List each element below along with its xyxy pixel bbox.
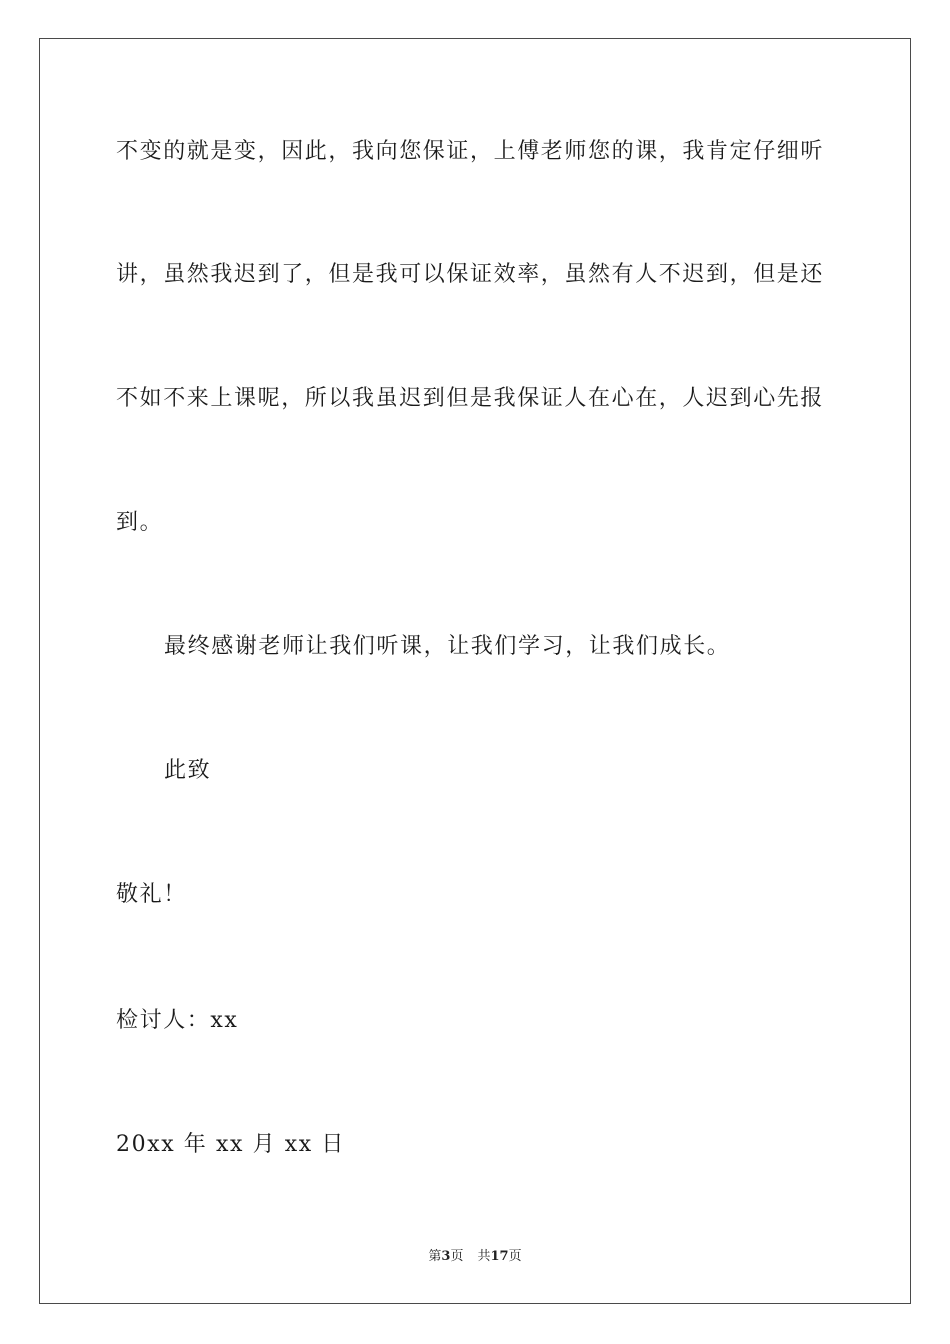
salutation-cizhi: 此致 bbox=[164, 758, 212, 783]
body-line-4: 到。 bbox=[116, 510, 164, 535]
closing-thanks: 最终感谢老师让我们听课，让我们学习，让我们成长。 bbox=[164, 634, 731, 659]
body-line-1: 不变的就是变，因此，我向您保证，上傅老师您的课，我肯定仔细听 bbox=[116, 139, 825, 164]
page-border bbox=[39, 38, 911, 1304]
page-footer bbox=[0, 1248, 950, 1266]
footer-total-prefix: 共 bbox=[477, 1249, 491, 1264]
salutation-jingli: 敬礼！ bbox=[116, 882, 187, 907]
body-line-3: 不如不来上课呢，所以我虽迟到但是我保证人在心在，人迟到心先报 bbox=[116, 386, 825, 411]
footer-page-number: 3 bbox=[441, 1249, 451, 1264]
footer-page-prefix: 第 bbox=[428, 1249, 442, 1264]
footer-page-suffix: 页 bbox=[450, 1249, 464, 1264]
date-line: 20xx 年 xx 月 xx 日 bbox=[116, 1132, 346, 1157]
footer-total-pages: 17 bbox=[490, 1249, 509, 1264]
footer-total-suffix: 页 bbox=[508, 1249, 522, 1264]
body-line-2: 讲，虽然我迟到了，但是我可以保证效率，虽然有人不迟到，但是还 bbox=[116, 262, 825, 287]
signature-line: 检讨人：xx bbox=[116, 1008, 239, 1033]
